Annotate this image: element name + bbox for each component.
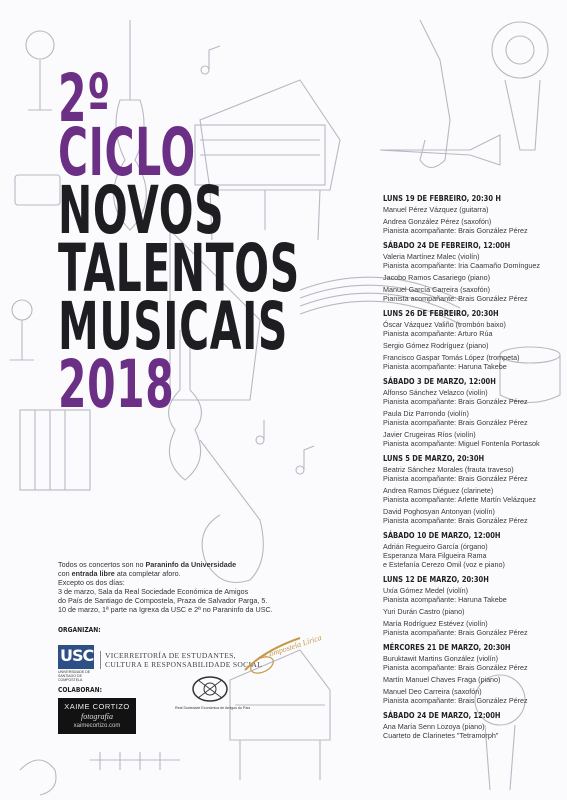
schedule-performer-line: Cuarteto de Clarinetes "Tetramorph" (383, 731, 499, 740)
music-note-icon (256, 420, 264, 444)
schedule-performer-line: Valeria Martínez Malec (violín) (383, 252, 480, 261)
schedule-performer-line: Andrea González Pérez (saxofón) (383, 217, 492, 226)
schedule-day-heading: SÁBADO 24 DE FEBREIRO, 12:00H (383, 240, 511, 250)
schedule-performer-line: Pianista acompañante: Brais González Pérez (383, 516, 528, 525)
music-note-icon (296, 446, 314, 474)
schedule-performer-line: Yuri Durán Castro (piano) (383, 607, 465, 616)
schedule-performer-line: Pianista acompañante: Miguel Fontenla Portasok (383, 439, 540, 448)
title-talentos: TALENTOS (58, 230, 300, 307)
schedule-performer-line: Alfonso Sánchez Velazco (violín) (383, 388, 488, 397)
keys-icon (90, 752, 180, 770)
title-ciclo: CICLO (58, 114, 196, 191)
schedule-performer-line: Pianista acompañante: Arturo Rúa (383, 329, 493, 338)
xaime-name: XAIME CORTIZO (64, 702, 130, 711)
schedule-day-heading: LUNS 26 DE FEBREIRO, 20:30H (383, 308, 499, 318)
clef-icon (20, 760, 56, 795)
schedule-performer-line: Pianista acompañante: Arlette Martín Velázquez (383, 495, 537, 504)
compostela-lirica-logo: Compostela Lírica (263, 632, 323, 661)
schedule-performer-line: David Poghosyan Antonyan (violín) (383, 507, 495, 516)
schedule-day-heading: LUNS 12 DE MARZO, 20:30H (383, 574, 489, 584)
vicerreitoria-logo (100, 651, 262, 669)
xaime-cortizo-logo (58, 698, 136, 734)
microphone-icon (26, 31, 54, 110)
schedule-performer-line: Manuel Pérez Vázquez (guitarra) (383, 205, 489, 214)
info-line-6: 10 de marzo, 1ª parte na Igrexa da USC e 2ª no Paraninfo da USC. (58, 605, 273, 614)
schedule-performer-line: Ana María Senn Lozoya (piano) (383, 722, 485, 731)
usc-logo-text: USC (60, 646, 94, 665)
xaime-url: xaimecortizo.com (73, 723, 121, 729)
schedule-performer-line: Paula Diz Parrondo (violín) (383, 409, 469, 418)
schedule-day-heading: LUNS 5 DE MARZO, 20:30H (383, 453, 485, 463)
schedule-performer-line: Óscar Vázquez Valiño (trombón baixo) (383, 320, 506, 329)
trumpet-icon (380, 135, 500, 165)
schedule-performer-line: Adrián Regueiro García (órgano) (383, 542, 488, 551)
vice-line-2: CULTURA E RESPONSABILIDADE SOCIAL (105, 660, 263, 669)
schedule-performer-line: Martín Manuel Chaves Fraga (piano) (383, 675, 501, 684)
usc-logo-subtitle: UNIVERSIDADE DE SANTIAGO DE COMPOSTELA (58, 670, 91, 682)
radio-icon (15, 175, 60, 205)
title-edition: 2º (58, 60, 111, 137)
organizers-label: ORGANIZAN: (58, 626, 101, 634)
schedule-performer-line: Francisco Gaspar Tomás López (trompeta) (383, 353, 520, 362)
venue-info (58, 560, 318, 614)
vice-line-1: VICERREITORÍA DE ESTUDANTES, (105, 651, 236, 660)
schedule-day-heading: LUNS 19 DE FEBREIRO, 20:30 H (383, 193, 501, 203)
info-line-5: do País de Santiago de Compostela, Praza de Salvador Parga, 5. (58, 596, 268, 605)
schedule-performer-line: Pianista acompañante: Brais González Pérez (383, 628, 528, 637)
schedule-performer-line: Pianista acompañante: Brais González Pérez (383, 294, 528, 303)
schedule-day-heading: MÉRCORES 21 DE MARZO, 20:30H (383, 642, 511, 652)
schedule-performer-line: Pianista acompañante: Iria Caamaño Domínguez (383, 261, 541, 270)
violin-logo-icon (240, 630, 310, 680)
schedule-performer-line: Pianista acompañante: Haruna Takebe (383, 362, 507, 371)
info-line-1: Todos os concertos son no Paraninfo da Universidade (58, 560, 237, 569)
schedule-performer-line: Andrea Ramos Diéguez (clarinete) (383, 486, 494, 495)
schedule-performer-line: Pianista acompañante: Brais González Pérez (383, 474, 528, 483)
schedule-day-heading: SÁBADO 3 DE MARZO, 12:00H (383, 376, 496, 386)
title-novos: NOVOS (58, 172, 225, 249)
usc-logo (58, 645, 94, 669)
schedule-performer-line: Pianista acompañante: Haruna Takebe (383, 595, 507, 604)
schedule-performer-line: Sergio Gómez Rodríguez (piano) (383, 341, 489, 350)
schedule-performer-line: Pianista acompañante: Brais González Pérez (383, 696, 528, 705)
title-musicais: MUSICAIS (58, 288, 289, 365)
title-year: 2018 (58, 346, 175, 423)
schedule-performer-line: Pianista acompañante: Brais González Pérez (383, 663, 528, 672)
schedule-day-heading: SÁBADO 24 DE MARZO, 12:00H (383, 710, 501, 720)
concert-schedule (383, 194, 563, 740)
schedule-performer-line: Pianista acompañante: Brais González Pérez (383, 397, 528, 406)
schedule-performer-line: Uxía Gómez Medel (violín) (383, 586, 469, 595)
schedule-performer-line: María Rodríguez Estévez (violín) (383, 619, 488, 628)
rse-label: Real Sociedade Económica de Amigos do País (175, 706, 251, 710)
schedule-performer-line: Buruktawit Martins González (violín) (383, 654, 499, 663)
collaborators-label: COLABORAN: (58, 686, 102, 694)
saxophone-icon (420, 20, 450, 168)
music-note-icon (201, 46, 220, 74)
info-line-3: Excepto os dos días: (58, 578, 125, 587)
schedule-performer-line: Pianista acompañante: Brais González Pérez (383, 226, 528, 235)
info-line-4: 3 de marzo, Sala da Real Sociedade Económica de Amigos (58, 587, 249, 596)
schedule-performer-line: Pianista acompañante: Brais González Pérez (383, 418, 528, 427)
microphone-stand-icon (10, 300, 34, 360)
schedule-performer-line: Manuel García Carreira (saxofón) (383, 285, 491, 294)
schedule-performer-line: e Estefanía Cerezo Omil (voz e piano) (383, 560, 505, 569)
xaime-subtitle: fotografía (80, 712, 113, 721)
schedule-performer-line: Beatriz Sánchez Morales (frauta traveso) (383, 465, 514, 474)
schedule-day-heading: SÁBADO 10 DE MARZO, 12:00H (383, 530, 501, 540)
info-line-2: con entrada libre ata completar aforo. (58, 569, 181, 578)
schedule-performer-line: Esperanza Mara Filgueira Rama (383, 551, 487, 560)
schedule-performer-line: Jacobo Ramos Casariego (piano) (383, 273, 491, 282)
schedule-performer-line: Javier Crugeiras Ríos (violín) (383, 430, 476, 439)
tuba-icon (492, 22, 548, 150)
schedule-performer-line: Manuel Deo Carreira (saxofón) (383, 687, 482, 696)
rse-emblem-icon (190, 674, 230, 704)
